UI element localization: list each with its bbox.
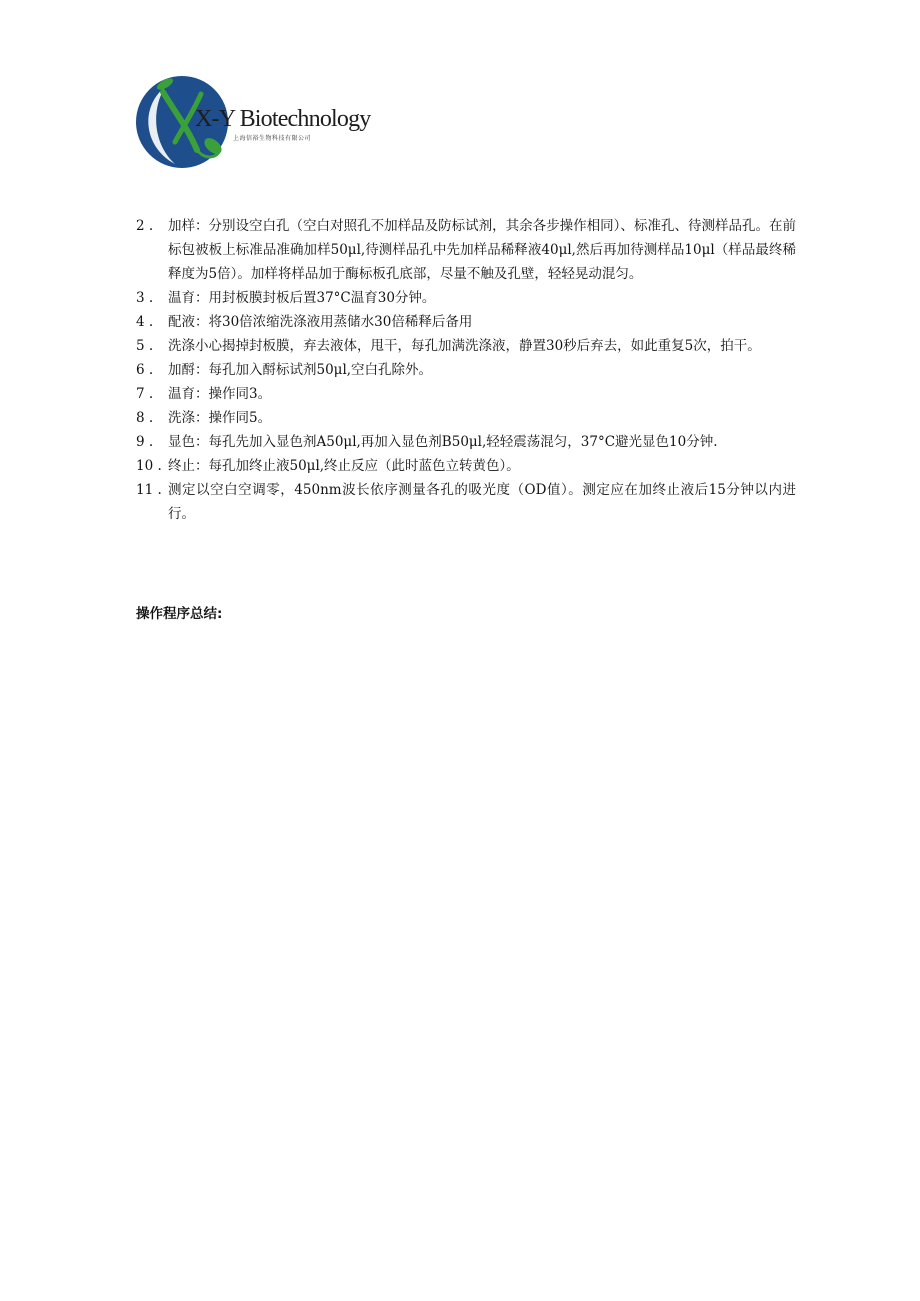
summary-heading: 操作程序总结:	[136, 606, 223, 622]
step-item	[136, 454, 796, 478]
step-text: 测定以空白空调零，450nm波长依序测量各孔的吸光度（OD值）。测定应在加终止液后15分钟以内进行。	[168, 482, 796, 522]
logo-subtitle: 上海信裕生物科技有限公司	[233, 135, 312, 142]
step-text: 温育：用封板膜封板后置37°C温育30分钟。	[168, 290, 436, 306]
step-item	[136, 310, 796, 334]
step-text: 加样：分别设空白孔（空白对照孔不加样品及防标试剂，其余各步操作相同）、标准孔、待测样品孔。在前标包被板上标准品准确加样50μl,待测样品孔中先加样品稀释液40μl,然后再加待测样品10μl（样品最终稀释度为5倍）。加样将样品加于酶标板孔底部，尽量不触及孔壁，轻轻晃动混匀。	[168, 218, 796, 282]
step-item	[136, 382, 796, 406]
step-number: 7 .	[136, 386, 154, 402]
step-number: 9 .	[136, 434, 154, 450]
step-number: 8 .	[136, 410, 154, 426]
step-item	[136, 358, 796, 382]
procedure-steps	[136, 214, 796, 526]
step-text: 配液：将30倍浓缩洗涤液用蒸储水30倍稀释后备用	[168, 314, 473, 330]
step-number: 6 .	[136, 362, 154, 378]
logo-title: X-Y Biotechnology	[195, 106, 371, 132]
step-item	[136, 406, 796, 430]
step-number: 11 .	[136, 482, 162, 498]
step-text: 温育：操作同3。	[168, 386, 272, 402]
step-number: 2 .	[136, 218, 154, 234]
step-text: 显色：每孔先加入显色剂A50μl,再加入显色剂B50μl,轻轻震荡混匀，37°C避光显色10分钟.	[168, 434, 718, 450]
step-text: 洗涤：操作同5。	[168, 410, 272, 426]
step-item	[136, 286, 796, 310]
step-number: 5 .	[136, 338, 154, 354]
step-text: 加酹：每孔加入酹标试剂50μl,空白孔除外。	[168, 362, 433, 378]
step-text: 洗涤小心揭掉封板膜，弃去液体，甩干，每孔加满洗涤液，静置30秒后弃去，如此重复5次，拍干。	[168, 338, 761, 354]
step-number: 10 .	[136, 458, 162, 474]
company-logo	[135, 72, 371, 172]
step-number: 3 .	[136, 290, 154, 306]
step-text: 终止：每孔加终止液50μl,终止反应（此时蓝色立转黄色）。	[168, 458, 520, 474]
step-item	[136, 334, 796, 358]
step-item	[136, 478, 796, 526]
step-item	[136, 214, 796, 286]
step-number: 4 .	[136, 314, 154, 330]
step-item	[136, 430, 796, 454]
